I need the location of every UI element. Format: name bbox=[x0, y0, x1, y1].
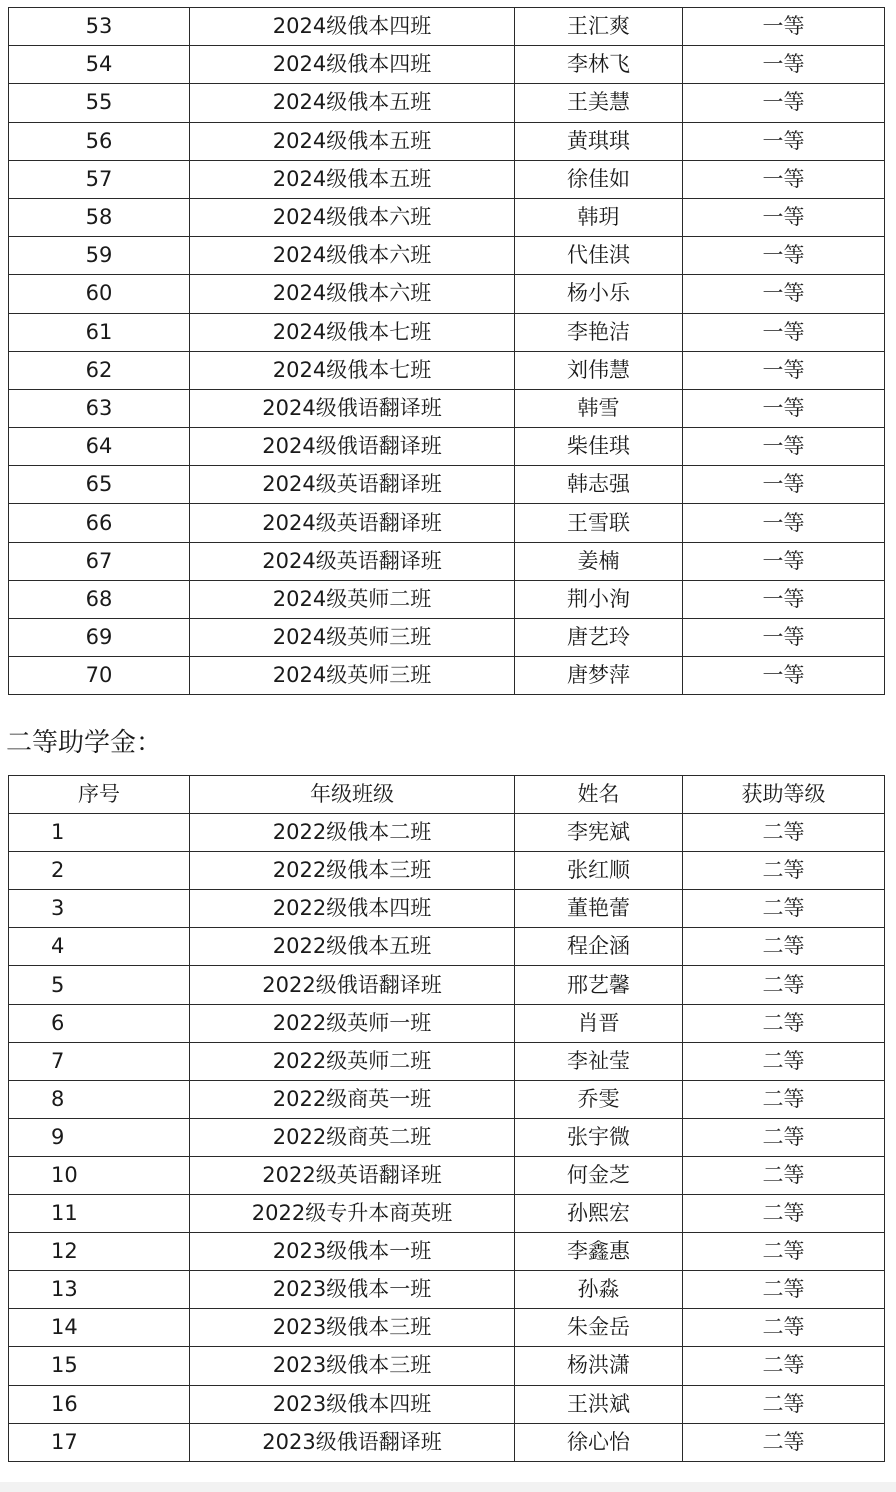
serial-number-cell: 57 bbox=[9, 160, 190, 198]
serial-number-cell: 6 bbox=[9, 1004, 190, 1042]
grant-level-cell: 一等 bbox=[683, 351, 885, 389]
serial-number-cell: 13 bbox=[9, 1271, 190, 1309]
grant-level-cell: 一等 bbox=[683, 657, 885, 695]
student-name-cell: 王雪联 bbox=[515, 504, 683, 542]
serial-number-cell: 55 bbox=[9, 84, 190, 122]
grant-level-cell: 一等 bbox=[683, 504, 885, 542]
grant-level-cell: 一等 bbox=[683, 237, 885, 275]
grant-level-cell: 一等 bbox=[683, 580, 885, 618]
table-row bbox=[9, 966, 885, 1004]
student-name-cell: 王洪斌 bbox=[515, 1385, 683, 1423]
table-row bbox=[9, 542, 885, 580]
table-row bbox=[9, 580, 885, 618]
student-name-cell: 孙淼 bbox=[515, 1271, 683, 1309]
grant-level-cell: 一等 bbox=[683, 389, 885, 427]
table-row bbox=[9, 351, 885, 389]
grant-level-cell: 一等 bbox=[683, 619, 885, 657]
student-name-cell: 邢艺馨 bbox=[515, 966, 683, 1004]
grade-class-cell: 2024级英师三班 bbox=[190, 619, 515, 657]
student-name-cell: 黄琪琪 bbox=[515, 122, 683, 160]
table-row bbox=[9, 84, 885, 122]
student-name-cell: 韩玥 bbox=[515, 198, 683, 236]
table-row bbox=[9, 928, 885, 966]
grant-level-cell: 二等 bbox=[683, 852, 885, 890]
grade-class-cell: 2024级俄本四班 bbox=[190, 8, 515, 46]
grant-level-cell: 二等 bbox=[683, 1118, 885, 1156]
grade-class-cell: 2024级俄本五班 bbox=[190, 160, 515, 198]
grant-level-cell: 一等 bbox=[683, 275, 885, 313]
grade-class-cell: 2024级俄本七班 bbox=[190, 313, 515, 351]
student-name-cell: 荆小洵 bbox=[515, 580, 683, 618]
student-name-cell: 肖晋 bbox=[515, 1004, 683, 1042]
grant-level-cell: 二等 bbox=[683, 1156, 885, 1194]
student-name-cell: 唐梦萍 bbox=[515, 657, 683, 695]
second-class-grant-table bbox=[8, 775, 885, 1462]
table-row bbox=[9, 1118, 885, 1156]
serial-number-cell: 17 bbox=[9, 1423, 190, 1461]
table-row bbox=[9, 313, 885, 351]
serial-number-cell: 16 bbox=[9, 1385, 190, 1423]
table-row bbox=[9, 619, 885, 657]
table-row bbox=[9, 1080, 885, 1118]
grade-class-cell: 2023级俄语翻译班 bbox=[190, 1423, 515, 1461]
grant-level-cell: 一等 bbox=[683, 198, 885, 236]
grade-class-cell: 2024级俄本六班 bbox=[190, 237, 515, 275]
grant-level-cell: 二等 bbox=[683, 1195, 885, 1233]
student-name-cell: 孙熙宏 bbox=[515, 1195, 683, 1233]
student-name-cell: 柴佳琪 bbox=[515, 428, 683, 466]
grant-level-cell: 一等 bbox=[683, 313, 885, 351]
grade-class-cell: 2024级英语翻译班 bbox=[190, 504, 515, 542]
table-row bbox=[9, 504, 885, 542]
grant-level-cell: 二等 bbox=[683, 814, 885, 852]
grant-level-cell: 一等 bbox=[683, 428, 885, 466]
grant-level-cell: 二等 bbox=[683, 1309, 885, 1347]
serial-number-cell: 70 bbox=[9, 657, 190, 695]
grant-level-cell: 二等 bbox=[683, 1385, 885, 1423]
table-row bbox=[9, 466, 885, 504]
grade-class-cell: 2022级俄本五班 bbox=[190, 928, 515, 966]
serial-number-cell: 9 bbox=[9, 1118, 190, 1156]
serial-number-cell: 54 bbox=[9, 46, 190, 84]
grade-class-cell: 2022级俄本二班 bbox=[190, 814, 515, 852]
serial-number-cell: 1 bbox=[9, 814, 190, 852]
serial-number-cell: 59 bbox=[9, 237, 190, 275]
grant-level-cell: 一等 bbox=[683, 542, 885, 580]
table-row bbox=[9, 1309, 885, 1347]
student-name-cell: 朱金岳 bbox=[515, 1309, 683, 1347]
grade-class-cell: 2023级俄本一班 bbox=[190, 1233, 515, 1271]
serial-number-cell: 14 bbox=[9, 1309, 190, 1347]
student-name-cell: 程企涵 bbox=[515, 928, 683, 966]
grade-class-cell: 2024级俄本六班 bbox=[190, 275, 515, 313]
serial-number-cell: 66 bbox=[9, 504, 190, 542]
table-row bbox=[9, 657, 885, 695]
grant-level-cell: 二等 bbox=[683, 1042, 885, 1080]
student-name-cell: 李祉莹 bbox=[515, 1042, 683, 1080]
student-name-cell: 杨小乐 bbox=[515, 275, 683, 313]
serial-number-cell: 53 bbox=[9, 8, 190, 46]
serial-number-cell: 63 bbox=[9, 389, 190, 427]
grade-class-cell: 2022级英语翻译班 bbox=[190, 1156, 515, 1194]
grade-class-cell: 2022级俄语翻译班 bbox=[190, 966, 515, 1004]
grant-level-cell: 二等 bbox=[683, 966, 885, 1004]
table-row bbox=[9, 428, 885, 466]
serial-number-cell: 7 bbox=[9, 1042, 190, 1080]
table-row bbox=[9, 814, 885, 852]
serial-number-cell: 69 bbox=[9, 619, 190, 657]
grade-class-cell: 2024级英师三班 bbox=[190, 657, 515, 695]
page-bottom-edge bbox=[0, 1482, 896, 1492]
header-serial-number: 序号 bbox=[9, 776, 190, 814]
grant-level-cell: 一等 bbox=[683, 84, 885, 122]
serial-number-cell: 65 bbox=[9, 466, 190, 504]
grant-level-cell: 二等 bbox=[683, 890, 885, 928]
serial-number-cell: 5 bbox=[9, 966, 190, 1004]
table-row bbox=[9, 1156, 885, 1194]
student-name-cell: 王美慧 bbox=[515, 84, 683, 122]
header-grant-level: 获助等级 bbox=[683, 776, 885, 814]
student-name-cell: 韩雪 bbox=[515, 389, 683, 427]
grade-class-cell: 2023级俄本三班 bbox=[190, 1309, 515, 1347]
serial-number-cell: 15 bbox=[9, 1347, 190, 1385]
grade-class-cell: 2022级专升本商英班 bbox=[190, 1195, 515, 1233]
table-row bbox=[9, 237, 885, 275]
student-name-cell: 李宪斌 bbox=[515, 814, 683, 852]
serial-number-cell: 12 bbox=[9, 1233, 190, 1271]
grade-class-cell: 2022级英师一班 bbox=[190, 1004, 515, 1042]
table-row bbox=[9, 46, 885, 84]
serial-number-cell: 2 bbox=[9, 852, 190, 890]
serial-number-cell: 56 bbox=[9, 122, 190, 160]
grade-class-cell: 2024级俄本五班 bbox=[190, 122, 515, 160]
student-name-cell: 何金芝 bbox=[515, 1156, 683, 1194]
header-grade-class: 年级班级 bbox=[190, 776, 515, 814]
table-row bbox=[9, 1385, 885, 1423]
table-row bbox=[9, 1271, 885, 1309]
table-row bbox=[9, 852, 885, 890]
student-name-cell: 张红顺 bbox=[515, 852, 683, 890]
first-class-grant-table bbox=[8, 7, 885, 695]
serial-number-cell: 60 bbox=[9, 275, 190, 313]
grade-class-cell: 2023级俄本四班 bbox=[190, 1385, 515, 1423]
grant-level-cell: 二等 bbox=[683, 1347, 885, 1385]
grade-class-cell: 2024级英语翻译班 bbox=[190, 466, 515, 504]
grant-level-cell: 二等 bbox=[683, 1080, 885, 1118]
grant-level-cell: 二等 bbox=[683, 1423, 885, 1461]
table-row bbox=[9, 1347, 885, 1385]
table-row bbox=[9, 1004, 885, 1042]
table-row bbox=[9, 1042, 885, 1080]
table-row bbox=[9, 389, 885, 427]
grade-class-cell: 2022级商英二班 bbox=[190, 1118, 515, 1156]
grade-class-cell: 2023级俄本三班 bbox=[190, 1347, 515, 1385]
table-row bbox=[9, 275, 885, 313]
student-name-cell: 代佳淇 bbox=[515, 237, 683, 275]
header-student-name: 姓名 bbox=[515, 776, 683, 814]
grant-level-cell: 一等 bbox=[683, 466, 885, 504]
table-row bbox=[9, 1423, 885, 1461]
grant-level-cell: 二等 bbox=[683, 1233, 885, 1271]
grade-class-cell: 2024级俄本五班 bbox=[190, 84, 515, 122]
student-name-cell: 李艳洁 bbox=[515, 313, 683, 351]
table-row bbox=[9, 890, 885, 928]
serial-number-cell: 10 bbox=[9, 1156, 190, 1194]
student-name-cell: 韩志强 bbox=[515, 466, 683, 504]
table-row bbox=[9, 8, 885, 46]
table-header-row bbox=[9, 776, 885, 814]
grant-level-cell: 一等 bbox=[683, 122, 885, 160]
serial-number-cell: 67 bbox=[9, 542, 190, 580]
grade-class-cell: 2022级英师二班 bbox=[190, 1042, 515, 1080]
serial-number-cell: 3 bbox=[9, 890, 190, 928]
serial-number-cell: 58 bbox=[9, 198, 190, 236]
grade-class-cell: 2022级俄本四班 bbox=[190, 890, 515, 928]
grant-level-cell: 一等 bbox=[683, 160, 885, 198]
student-name-cell: 杨洪潇 bbox=[515, 1347, 683, 1385]
student-name-cell: 姜楠 bbox=[515, 542, 683, 580]
serial-number-cell: 4 bbox=[9, 928, 190, 966]
student-name-cell: 徐心怡 bbox=[515, 1423, 683, 1461]
grant-level-cell: 一等 bbox=[683, 8, 885, 46]
table-row bbox=[9, 1195, 885, 1233]
grade-class-cell: 2024级英师二班 bbox=[190, 580, 515, 618]
second-class-grant-title: 二等助学金： bbox=[6, 728, 163, 758]
grant-level-cell: 二等 bbox=[683, 1004, 885, 1042]
student-name-cell: 乔雯 bbox=[515, 1080, 683, 1118]
student-name-cell: 王汇爽 bbox=[515, 8, 683, 46]
grade-class-cell: 2024级俄语翻译班 bbox=[190, 428, 515, 466]
table-row bbox=[9, 198, 885, 236]
grade-class-cell: 2024级俄本六班 bbox=[190, 198, 515, 236]
grade-class-cell: 2023级俄本一班 bbox=[190, 1271, 515, 1309]
serial-number-cell: 11 bbox=[9, 1195, 190, 1233]
grant-level-cell: 二等 bbox=[683, 1271, 885, 1309]
student-name-cell: 徐佳如 bbox=[515, 160, 683, 198]
grant-level-cell: 二等 bbox=[683, 928, 885, 966]
student-name-cell: 李林飞 bbox=[515, 46, 683, 84]
student-name-cell: 刘伟慧 bbox=[515, 351, 683, 389]
student-name-cell: 李鑫惠 bbox=[515, 1233, 683, 1271]
serial-number-cell: 61 bbox=[9, 313, 190, 351]
table-row bbox=[9, 160, 885, 198]
grade-class-cell: 2024级俄本七班 bbox=[190, 351, 515, 389]
student-name-cell: 唐艺玲 bbox=[515, 619, 683, 657]
serial-number-cell: 64 bbox=[9, 428, 190, 466]
grade-class-cell: 2022级俄本三班 bbox=[190, 852, 515, 890]
grade-class-cell: 2024级英语翻译班 bbox=[190, 542, 515, 580]
student-name-cell: 张宇微 bbox=[515, 1118, 683, 1156]
table-row bbox=[9, 122, 885, 160]
grade-class-cell: 2024级俄语翻译班 bbox=[190, 389, 515, 427]
grade-class-cell: 2022级商英一班 bbox=[190, 1080, 515, 1118]
serial-number-cell: 62 bbox=[9, 351, 190, 389]
grant-level-cell: 一等 bbox=[683, 46, 885, 84]
grade-class-cell: 2024级俄本四班 bbox=[190, 46, 515, 84]
student-name-cell: 董艳蕾 bbox=[515, 890, 683, 928]
serial-number-cell: 8 bbox=[9, 1080, 190, 1118]
serial-number-cell: 68 bbox=[9, 580, 190, 618]
table-row bbox=[9, 1233, 885, 1271]
